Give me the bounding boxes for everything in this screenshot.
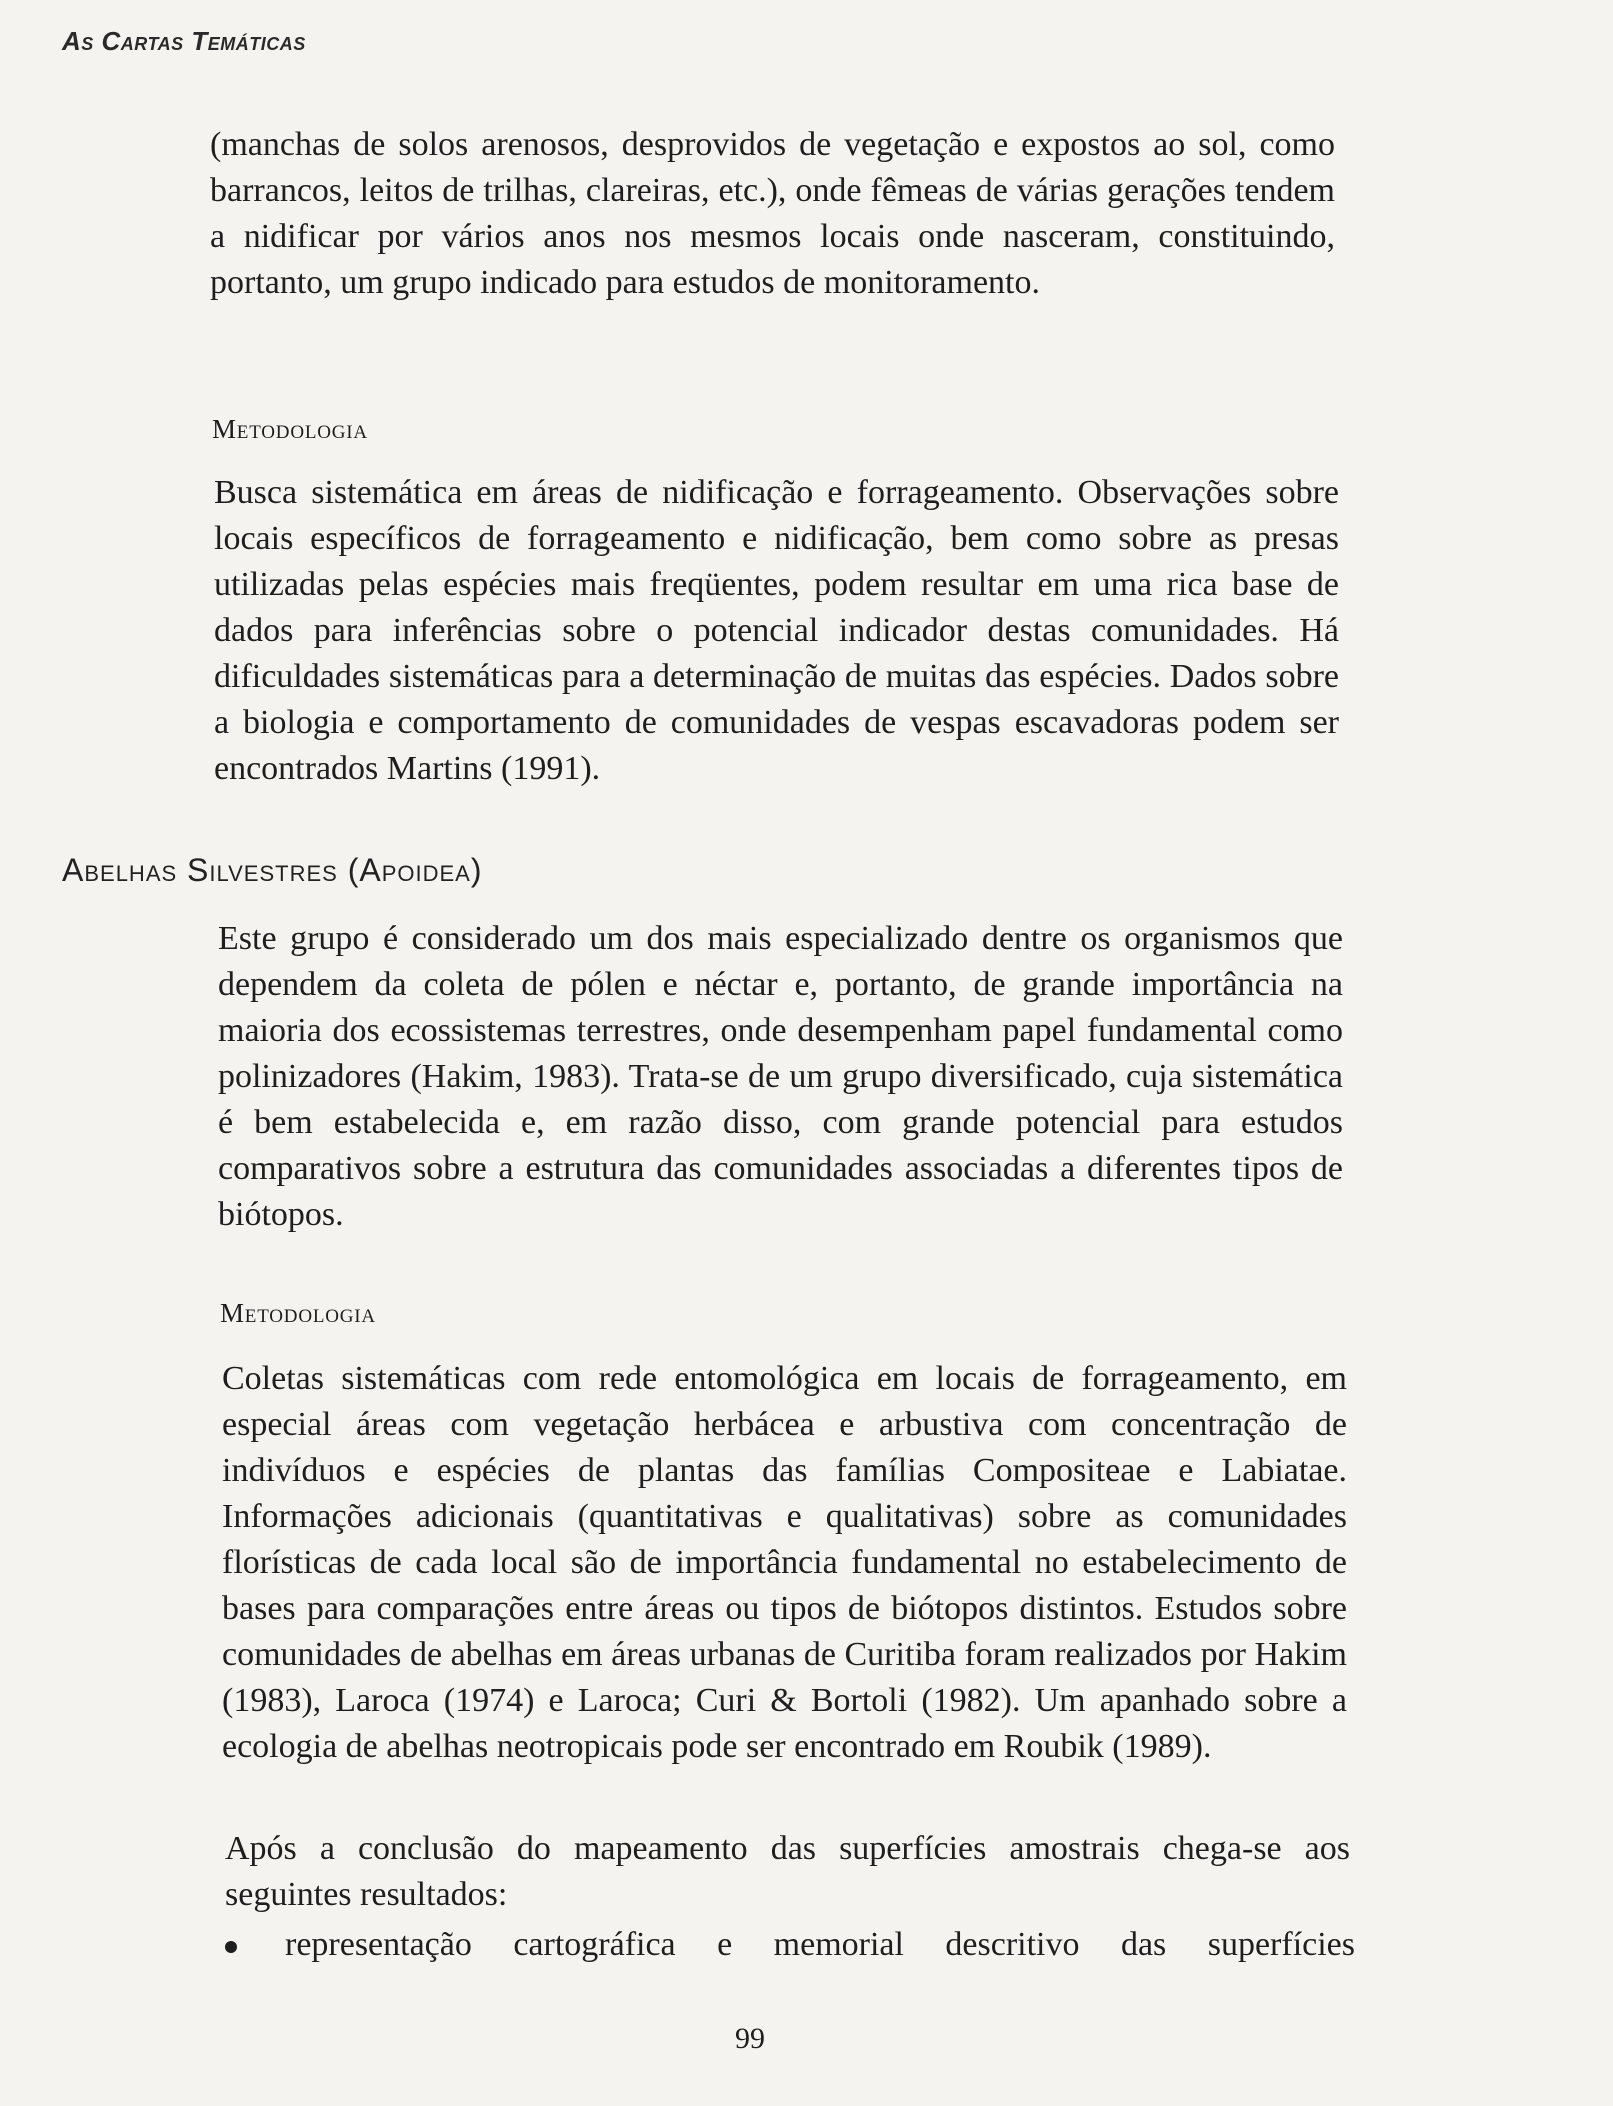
running-header: As Cartas Temáticas	[62, 26, 306, 56]
result-list-item	[225, 1922, 1355, 1968]
section-intro-paragraph: Este grupo é considerado um dos mais especializado dentre os organismos que dependem da coleta de pólen e néctar e, portanto, de grande importância na maioria dos ecossistemas terrestres, onde desempenham papel fundamental como polinizadores (Hakim, 1983). Trata-se de um grupo diversificado, cuja sistemática é bem estabelecida e, em razão disso, com grande potencial para estudos comparativos sobre a estrutura das comunidades associadas a diferentes tipos de biótopos.	[218, 920, 1343, 1233]
result-list-item-text: representação cartográfica e memorial descritivo das superfícies	[285, 1926, 1355, 1963]
metodologia-heading-2: Metodologia	[220, 1298, 376, 1328]
conclusion-paragraph: Após a conclusão do mapeamento das superfícies amostrais chega-se aos seguintes resultados:	[225, 1830, 1350, 1913]
section-heading-abelhas: Abelhas Silvestres (Apoidea)	[62, 852, 483, 888]
bullet-icon	[225, 1941, 237, 1953]
metodologia-paragraph-2: Coletas sistemáticas com rede entomológica em locais de forrageamento, em especial áreas com vegetação herbácea e arbustiva com concentração de indivíduos e espécies de plantas das famílias Compositeae e Labiatae. Informações adicionais (quantitativas e qualitativas) sobre as comunidades florísticas de cada local são de importância fundamental no estabelecimento de bases para comparações entre áreas ou tipos de biótopos distintos. Estudos sobre comunidades de abelhas em áreas urbanas de Curitiba foram realizados por Hakim (1983), Laroca (1974) e Laroca; Curi & Bortoli (1982). Um apanhado sobre a ecologia de abelhas neotropicais pode ser encontrado em Roubik (1989).	[222, 1360, 1347, 1765]
paragraph-intro: (manchas de solos arenosos, desprovidos de vegetação e expostos ao sol, como barrancos, leitos de trilhas, clareiras, etc.), onde fêmeas de várias gerações tendem a nidificar por vários anos nos mesmos locais onde nasceram, constituindo, portanto, um grupo indicado para estudos de monitoramento.	[210, 126, 1335, 301]
metodologia-paragraph-1: Busca sistemática em áreas de nidificação e forrageamento. Observações sobre locais específicos de forrageamento e nidificação, bem como sobre as presas utilizadas pelas espécies mais freqüentes, podem resultar em uma rica base de dados para inferências sobre o potencial indicador destas comunidades. Há dificuldades sistemáticas para a determinação de muitas das espécies. Dados sobre a biologia e comportamento de comunidades de vespas escavadoras podem ser encontrados Martins (1991).	[214, 474, 1339, 787]
metodologia-heading-1: Metodologia	[212, 414, 368, 444]
page-number: 99	[735, 2022, 765, 2055]
